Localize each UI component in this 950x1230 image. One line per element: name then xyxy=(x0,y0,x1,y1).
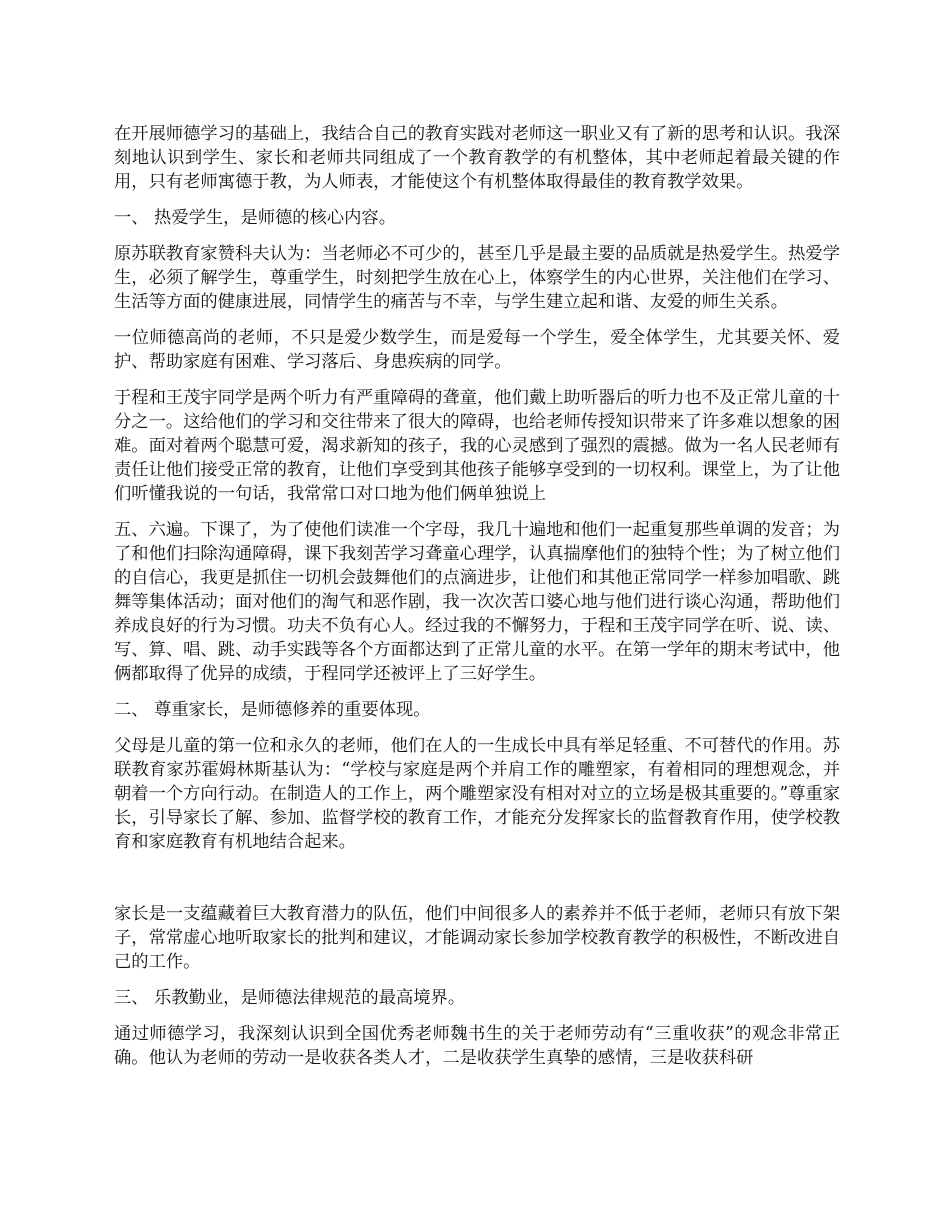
section1-paragraph-3: 于程和王茂宇同学是两个听力有严重障碍的聋童，他们戴上助听器后的听力也不及正常儿童的十分之一。这给他们的学习和交往带来了很大的障碍，也给老师传授知识带来了许多难以想象的困难。面对着两个聪慧可爱，渴求新知的孩子，我的心灵感到了强烈的震撼。做为一名人民老师有责任让他们接受正常的教育，让他们享受到其他孩子能够享受到的一切权利。课堂上，为了让他们听懂我说的一句话，我常常口对口地为他们俩单独说上 xyxy=(114,388,840,504)
section3-paragraph-1: 通过师德学习，我深刻认识到全国优秀老师魏书生的关于老师劳动有“三重收获”的观念非常正确。他认为老师的劳动一是收获各类人才，二是收获学生真挚的感情，三是收获科研 xyxy=(114,1024,840,1068)
document-body xyxy=(114,122,840,1082)
section-heading-2: 二、 尊重家长，是师德修养的重要体现。 xyxy=(114,700,431,720)
section-heading-1: 一、 热爱学生，是师德的核心内容。 xyxy=(114,208,396,228)
section1-paragraph-1: 原苏联教育家赞科夫认为：当老师必不可少的，甚至几乎是最主要的品质就是热爱学生。热爱学生，必须了解学生，尊重学生，时刻把学生放在心上，体察学生的内心世界，关注他们在学习、生活等方面的健康进展，同情学生的痛苦与不幸，与学生建立起和谐、友爱的师生关系。 xyxy=(114,244,840,312)
paragraph-spacer xyxy=(114,866,840,902)
section1-paragraph-2: 一位师德高尚的老师，不只是爱少数学生，而是爱每一个学生，爱全体学生，尤其要关怀、爱护、帮助家庭有困难、学习落后、身患疾病的同学。 xyxy=(114,328,840,372)
section-heading-3: 三、 乐教勤业，是师德法律规范的最高境界。 xyxy=(114,988,466,1008)
section2-paragraph-2: 家长是一支蕴藏着巨大教育潜力的队伍，他们中间很多人的素养并不低于老师，老师只有放下架子，常常虚心地听取家长的批判和建议，才能调动家长参加学校教育教学的积极性，不断改进自己的工作。 xyxy=(114,904,840,972)
section2-paragraph-1: 父母是儿童的第一位和永久的老师，他们在人的一生成长中具有举足轻重、不可替代的作用。苏联教育家苏霍姆林斯基认为：“学校与家庭是两个并肩工作的雕塑家，有着相同的理想观念，并朝着一个方向行动。在制造人的工作上，两个雕塑家没有相对对立的立场是极其重要的。”尊重家长，引导家长了解、参加、监督学校的教育工作，才能充分发挥家长的监督教育作用，使学校教育和家庭教育有机地结合起来。 xyxy=(114,736,841,852)
intro-paragraph: 在开展师德学习的基础上，我结合自己的教育实践对老师这一职业又有了新的思考和认识。我深刻地认识到学生、家长和老师共同组成了一个教育教学的有机整体，其中老师起着最关键的作用，只有老师寓德于教，为人师表，才能使这个有机整体取得最佳的教育教学效果。 xyxy=(114,124,840,192)
section1-paragraph-4: 五、六遍。下课了，为了使他们读准一个字母，我几十遍地和他们一起重复那些单调的发音；为了和他们扫除沟通障碍，课下我刻苦学习聋童心理学，认真揣摩他们的独特个性；为了树立他们的自信心，我更是抓住一切机会鼓舞他们的点滴进步，让他们和其他正常同学一样参加唱歌、跳舞等集体活动；面对他们的淘气和恶作剧，我一次次苦口婆心地与他们进行谈心沟通，帮助他们养成良好的行为习惯。功夫不负有心人。经过我的不懈努力，于程和王茂宇同学在听、说、读、写、算、唱、跳、动手实践等各个方面都达到了正常儿童的水平。在第一学年的期末考试中，他俩都取得了优异的成绩，于程同学还被评上了三好学生。 xyxy=(114,520,840,684)
